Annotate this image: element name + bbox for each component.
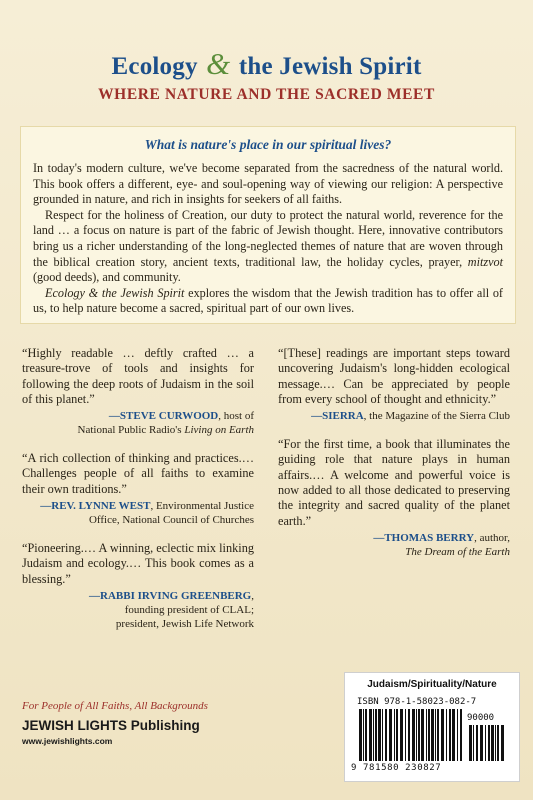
quote-berry xyxy=(278,437,510,559)
description-paragraph-1: In today's modern culture, we've become separated from the sacredness of the natural world. This book offers a different, eye- and soul-opening way of viewing our religion: A perspective grounded in nature, and rich in insights for seekers of all faiths. xyxy=(33,161,503,207)
attribution-line2: founding president of CLAL; xyxy=(124,603,254,616)
category-label: Judaism/Spirituality/Nature xyxy=(367,679,497,690)
quotes-left-column xyxy=(22,346,254,645)
price-barcode-icon xyxy=(467,725,507,761)
description-question: What is nature's place in our spiritual lives? xyxy=(144,137,392,152)
barcode-bars-icon xyxy=(357,709,465,761)
attribution-line2-italic: Living on Earth xyxy=(184,424,254,437)
quote-curwood xyxy=(22,346,254,437)
attribution-name: —STEVE CURWOOD xyxy=(108,410,219,423)
header xyxy=(0,46,533,104)
p3-italic: Ecology & the Jewish Spirit xyxy=(45,285,185,300)
attribution-line3: president, Jewish Life Network xyxy=(115,617,254,630)
description-paragraph-2 xyxy=(33,208,503,286)
tagline: For People of All Faiths, All Backgrounds xyxy=(22,700,208,712)
attribution-name: —THOMAS BERRY xyxy=(373,531,475,544)
attribution-name: —RABBI IRVING GREENBERG xyxy=(89,589,252,602)
attribution-line1: , xyxy=(251,589,254,602)
quote-text: “Highly readable … deftly crafted … a treasure-trove of tools and insights for following the deep roots of Judaism in the soil of this planet.” xyxy=(22,346,254,406)
quote-text: “For the first time, a book that illuminates the guiding role that nature plays in human affairs.… A welcome and powerful voice is now added to all those dedicated to preserving the integrity and sacred quality of the planet earth.” xyxy=(278,437,510,528)
attribution-line2-italic: The Dream of the Earth xyxy=(405,545,510,558)
attribution-line1: , author, xyxy=(474,531,510,544)
description-box xyxy=(20,126,516,324)
description-paragraph-3 xyxy=(33,286,503,317)
quote-west xyxy=(22,451,254,527)
publisher-block xyxy=(22,700,208,746)
attribution-line2: Office, National Council of Churches xyxy=(88,514,254,527)
book-subtitle: WHERE NATURE AND THE SACRED MEET xyxy=(98,86,435,103)
attribution-name: —REV. LYNNE WEST xyxy=(40,500,151,513)
attribution-line2: National Public Radio's xyxy=(77,424,185,437)
title-part2: the Jewish Spirit xyxy=(238,53,422,80)
attribution-line1: , host of xyxy=(218,410,254,423)
p2-italic: mitzvot xyxy=(467,254,503,269)
attribution-line1: , the Magazine of the Sierra Club xyxy=(363,410,510,423)
quote-greenberg xyxy=(22,541,254,631)
quote-text: “Pioneering.… A winning, eclectic mix linking Judaism and ecology.… This book comes as a blessing.” xyxy=(22,541,254,586)
p2-text-a: Respect for the holiness of Creation, our duty to protect the natural world, reverence for the land … a focus on nature is part of the fabric of Jewish thought. Here, innovative contributors bring us a richer understanding of the long-neglected themes of nature that are woven through the biblical creation story, ancient texts, traditional law, the holiday cycles, prayer, xyxy=(33,207,503,269)
price-code: 90000 xyxy=(467,713,495,723)
quote-text: “A rich collection of thinking and practices.… Challenges people of all faiths to examine their own traditions.” xyxy=(22,451,254,496)
publisher-url[interactable]: www.jewishlights.com xyxy=(22,736,113,746)
isbn-text: ISBN 978-1-58023-082-7 xyxy=(357,697,477,707)
p3-text: explores the wisdom that the Jewish tradition has to offer all of us, to help nature become a sacred, spiritual part of our own lives. xyxy=(33,285,503,316)
attribution-name: —SIERRA xyxy=(311,410,364,423)
quote-sierra xyxy=(278,346,510,423)
attribution-line1: , Environmental Justice xyxy=(150,500,254,513)
publisher-logo: JEWISH LIGHTS Publishing xyxy=(22,718,200,733)
p2-text-b: (good deeds), and community. xyxy=(33,270,181,285)
barcode-block xyxy=(344,672,520,782)
title-ampersand: & xyxy=(206,46,231,81)
quotes-right-column xyxy=(278,346,510,573)
quote-attribution xyxy=(278,531,510,559)
quote-text: “[These] readings are important steps toward uncovering Judaism's long-hidden ecological message.… Can be appreciated by people from every school of thought and ethnicity.” xyxy=(278,346,510,406)
barcode-number: 9 781580 230827 xyxy=(351,763,442,773)
quote-attribution xyxy=(278,409,510,423)
quote-attribution xyxy=(22,589,254,631)
title-part1: Ecology xyxy=(111,53,198,80)
book-title xyxy=(0,46,533,82)
quote-attribution xyxy=(22,409,254,437)
quote-attribution xyxy=(22,499,254,527)
